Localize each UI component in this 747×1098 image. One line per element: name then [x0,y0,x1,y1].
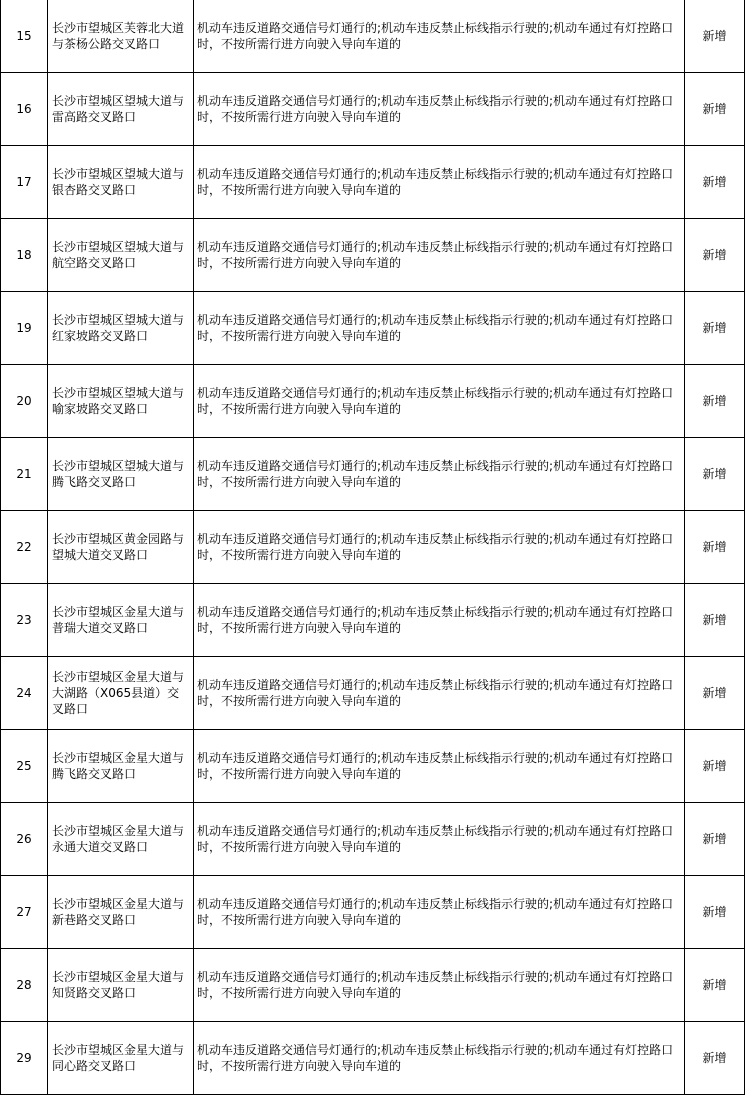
violation-description: 机动车违反道路交通信号灯通行的;机动车违反禁止标线指示行驶的;机动车通过有灯控路口时，不按所需行进方向驶入导向车道的 [194,949,685,1022]
violation-description: 机动车违反道路交通信号灯通行的;机动车违反禁止标线指示行驶的;机动车通过有灯控路口时，不按所需行进方向驶入导向车道的 [194,73,685,146]
table-body [1,0,745,1095]
status-label: 新增 [685,511,745,584]
intersection-location: 长沙市望城区金星大道与腾飞路交叉路口 [48,730,194,803]
table-row [1,730,745,803]
violation-description: 机动车违反道路交通信号灯通行的;机动车违反禁止标线指示行驶的;机动车通过有灯控路口时，不按所需行进方向驶入导向车道的 [194,438,685,511]
intersection-location: 长沙市望城区金星大道与新巷路交叉路口 [48,876,194,949]
intersection-location: 长沙市望城区金星大道与普瑞大道交叉路口 [48,584,194,657]
table-row [1,0,745,73]
status-label: 新增 [685,438,745,511]
table-row [1,146,745,219]
status-label: 新增 [685,219,745,292]
table-row [1,876,745,949]
row-number: 16 [1,73,48,146]
row-number: 17 [1,146,48,219]
table-row [1,803,745,876]
table-row [1,949,745,1022]
table-row [1,365,745,438]
violation-description: 机动车违反道路交通信号灯通行的;机动车违反禁止标线指示行驶的;机动车通过有灯控路口时，不按所需行进方向驶入导向车道的 [194,876,685,949]
row-number: 29 [1,1022,48,1095]
table-row [1,1022,745,1095]
violation-description: 机动车违反道路交通信号灯通行的;机动车违反禁止标线指示行驶的;机动车通过有灯控路口时，不按所需行进方向驶入导向车道的 [194,730,685,803]
status-label: 新增 [685,1022,745,1095]
status-label: 新增 [685,146,745,219]
row-number: 23 [1,584,48,657]
table-row [1,438,745,511]
intersection-location: 长沙市望城区望城大道与腾飞路交叉路口 [48,438,194,511]
row-number: 25 [1,730,48,803]
status-label: 新增 [685,365,745,438]
intersection-location: 长沙市望城区金星大道与大湖路（X065县道）交叉路口 [48,657,194,730]
row-number: 20 [1,365,48,438]
intersection-location: 长沙市望城区金星大道与知贤路交叉路口 [48,949,194,1022]
intersection-location: 长沙市望城区望城大道与航空路交叉路口 [48,219,194,292]
status-label: 新增 [685,292,745,365]
row-number: 19 [1,292,48,365]
violation-description: 机动车违反道路交通信号灯通行的;机动车违反禁止标线指示行驶的;机动车通过有灯控路口时，不按所需行进方向驶入导向车道的 [194,511,685,584]
row-number: 21 [1,438,48,511]
status-label: 新增 [685,657,745,730]
status-label: 新增 [685,0,745,73]
row-number: 15 [1,0,48,73]
intersection-location: 长沙市望城区黄金园路与望城大道交叉路口 [48,511,194,584]
intersection-location: 长沙市望城区望城大道与雷高路交叉路口 [48,73,194,146]
violation-description: 机动车违反道路交通信号灯通行的;机动车违反禁止标线指示行驶的;机动车通过有灯控路口时，不按所需行进方向驶入导向车道的 [194,803,685,876]
intersection-location: 长沙市望城区金星大道与永通大道交叉路口 [48,803,194,876]
violation-description: 机动车违反道路交通信号灯通行的;机动车违反禁止标线指示行驶的;机动车通过有灯控路口时，不按所需行进方向驶入导向车道的 [194,146,685,219]
row-number: 27 [1,876,48,949]
row-number: 26 [1,803,48,876]
violation-description: 机动车违反道路交通信号灯通行的;机动车违反禁止标线指示行驶的;机动车通过有灯控路口时，不按所需行进方向驶入导向车道的 [194,657,685,730]
status-label: 新增 [685,949,745,1022]
violation-description: 机动车违反道路交通信号灯通行的;机动车违反禁止标线指示行驶的;机动车通过有灯控路口时，不按所需行进方向驶入导向车道的 [194,0,685,73]
violation-description: 机动车违反道路交通信号灯通行的;机动车违反禁止标线指示行驶的;机动车通过有灯控路口时，不按所需行进方向驶入导向车道的 [194,219,685,292]
intersection-location: 长沙市望城区望城大道与喻家坡路交叉路口 [48,365,194,438]
table-row [1,584,745,657]
table-row [1,657,745,730]
intersection-location: 长沙市望城区望城大道与银杏路交叉路口 [48,146,194,219]
status-label: 新增 [685,730,745,803]
status-label: 新增 [685,803,745,876]
row-number: 18 [1,219,48,292]
status-label: 新增 [685,584,745,657]
status-label: 新增 [685,73,745,146]
intersection-location: 长沙市望城区金星大道与同心路交叉路口 [48,1022,194,1095]
violation-description: 机动车违反道路交通信号灯通行的;机动车违反禁止标线指示行驶的;机动车通过有灯控路口时，不按所需行进方向驶入导向车道的 [194,1022,685,1095]
violation-description: 机动车违反道路交通信号灯通行的;机动车违反禁止标线指示行驶的;机动车通过有灯控路口时，不按所需行进方向驶入导向车道的 [194,584,685,657]
intersection-location: 长沙市望城区芙蓉北大道与茶杨公路交叉路口 [48,0,194,73]
table-row [1,511,745,584]
table-row [1,292,745,365]
row-number: 24 [1,657,48,730]
row-number: 22 [1,511,48,584]
violation-description: 机动车违反道路交通信号灯通行的;机动车违反禁止标线指示行驶的;机动车通过有灯控路口时，不按所需行进方向驶入导向车道的 [194,292,685,365]
table-row [1,73,745,146]
table-row [1,219,745,292]
status-label: 新增 [685,876,745,949]
violation-description: 机动车违反道路交通信号灯通行的;机动车违反禁止标线指示行驶的;机动车通过有灯控路口时，不按所需行进方向驶入导向车道的 [194,365,685,438]
row-number: 28 [1,949,48,1022]
intersection-location: 长沙市望城区望城大道与红家坡路交叉路口 [48,292,194,365]
